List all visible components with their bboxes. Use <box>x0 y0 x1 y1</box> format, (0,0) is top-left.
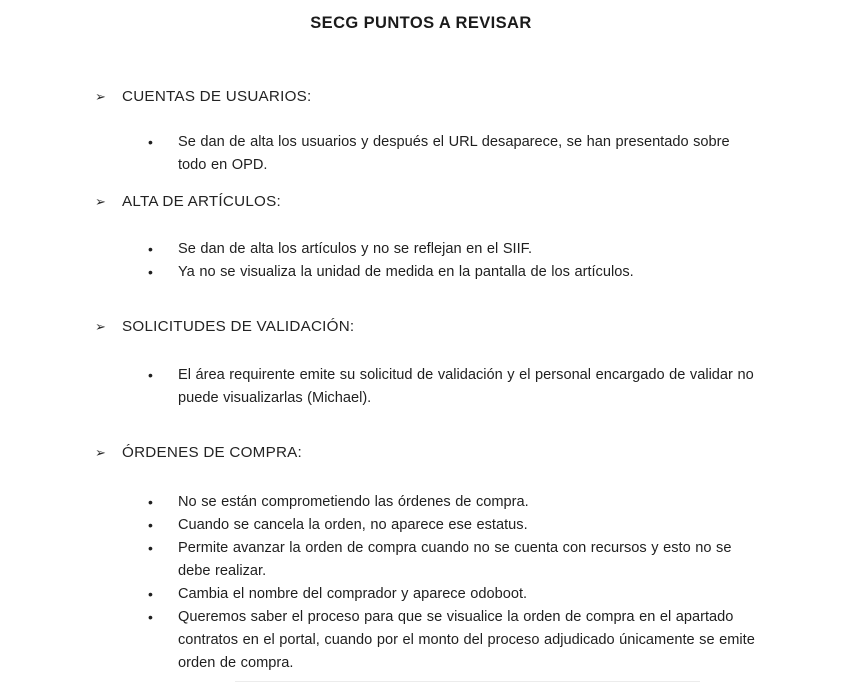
section-heading-row <box>95 193 842 211</box>
list-item <box>148 537 842 583</box>
list-item <box>148 261 842 284</box>
bullet-dot-icon: • <box>148 540 153 556</box>
bullet-dot-icon: • <box>148 367 153 383</box>
section-heading-row <box>95 88 842 106</box>
bullet-dot-icon: • <box>148 134 153 150</box>
section-heading-text: CUENTAS DE USUARIOS: <box>122 88 312 105</box>
list-item-text: Queremos saber el proceso para que se visualice la orden de compra en el apartado contratos en el portal, cuando por el monto del proceso adjudicado únicamente se emite orden de compra. <box>178 609 755 671</box>
section-heading-row <box>95 318 842 336</box>
list-item <box>148 583 842 606</box>
arrowhead-bullet-icon: ➢ <box>95 194 107 209</box>
bullet-dot-icon: • <box>148 609 153 625</box>
arrowhead-bullet-icon: ➢ <box>95 89 107 104</box>
bullet-dot-icon: • <box>148 264 153 280</box>
arrowhead-bullet-icon: ➢ <box>95 319 107 334</box>
bullet-list <box>0 364 842 410</box>
section-heading-text: SOLICITUDES DE VALIDACIÓN: <box>122 318 355 335</box>
section-heading-text: ÓRDENES DE COMPRA: <box>122 444 303 461</box>
section-ordenes-compra <box>0 444 842 675</box>
list-item-text: Cuando se cancela la orden, no aparece ese estatus. <box>178 517 528 533</box>
list-item-text: Permite avanzar la orden de compra cuando no se cuenta con recursos y esto no se debe realizar. <box>178 540 732 579</box>
section-cuentas-usuarios <box>0 88 842 177</box>
section-alta-articulos <box>0 193 842 284</box>
list-item-text: Ya no se visualiza la unidad de medida en la pantalla de los artículos. <box>178 264 634 280</box>
list-item <box>148 514 842 537</box>
list-item <box>148 364 842 410</box>
list-item <box>148 606 842 675</box>
section-heading-text: ALTA DE ARTÍCULOS: <box>122 193 281 210</box>
list-item-text: Se dan de alta los artículos y no se reflejan en el SIIF. <box>178 241 533 257</box>
bullet-dot-icon: • <box>148 586 153 602</box>
bullet-list <box>0 131 842 177</box>
list-item-text: Cambia el nombre del comprador y aparece odoboot. <box>178 586 528 602</box>
section-solicitudes-validacion <box>0 318 842 410</box>
bullet-dot-icon: • <box>148 241 153 257</box>
page-title: SECG PUNTOS A REVISAR <box>310 14 532 32</box>
list-item-text: No se están comprometiendo las órdenes de compra. <box>178 494 529 510</box>
list-item <box>148 238 842 261</box>
list-item <box>148 491 842 514</box>
list-item <box>148 131 842 177</box>
scan-artifact-line <box>235 681 700 682</box>
section-heading-row <box>95 444 842 462</box>
bullet-list <box>0 491 842 675</box>
bullet-list <box>0 238 842 284</box>
list-item-text: El área requirente emite su solicitud de validación y el personal encargado de validar no puede visualizarlas (Michael). <box>178 367 754 406</box>
bullet-dot-icon: • <box>148 494 153 510</box>
bullet-dot-icon: • <box>148 517 153 533</box>
arrowhead-bullet-icon: ➢ <box>95 445 107 460</box>
list-item-text: Se dan de alta los usuarios y después el URL desaparece, se han presentado sobre todo en OPD. <box>178 134 730 173</box>
